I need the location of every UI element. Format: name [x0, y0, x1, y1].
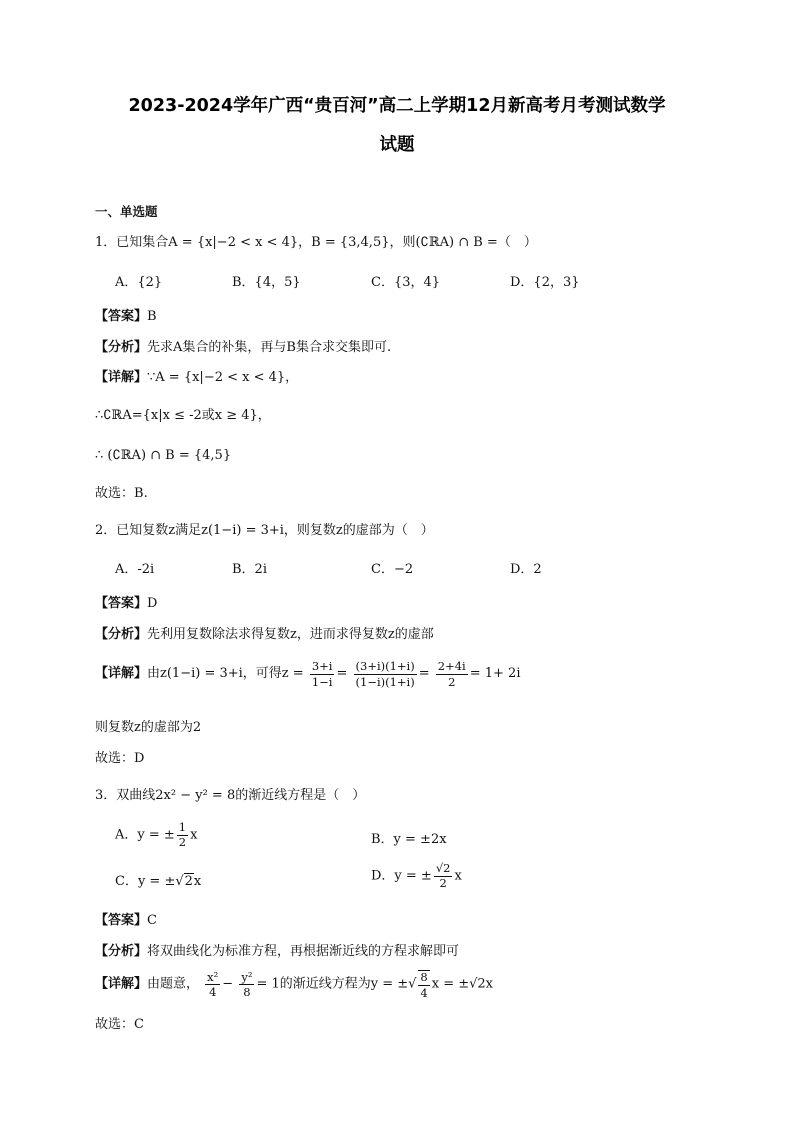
q1-detail-line3: ∴ (∁ℝA) ∩ B = {4,5}: [95, 448, 232, 463]
analysis-label: 【分析】: [95, 627, 148, 642]
q3-fraction-a: [205, 971, 220, 999]
q2-fraction-1: [310, 660, 335, 688]
q3-detail: [95, 970, 493, 999]
q3-frac-b-num: y²: [241, 969, 253, 984]
q2-frac2-den: (1−i)(1+i): [355, 674, 415, 689]
detail-label: 【详解】: [95, 976, 148, 992]
q2-choose: [95, 752, 144, 765]
q2-option-b: B．2i: [232, 562, 267, 577]
equals-sign: =: [418, 665, 430, 681]
q2-conclusion: 则复数z的虚部为2: [95, 720, 202, 735]
q2-fraction-2: [354, 660, 417, 688]
q3-option-a-num: 1: [178, 820, 187, 834]
answer-label: 【答案】: [95, 309, 148, 324]
q3-frac-c-num: 8: [420, 970, 428, 984]
q3-frac-a-den: 4: [209, 985, 217, 1000]
q3-detail-mid: = 1的渐近线方程为y = ±√: [256, 976, 417, 992]
q1-option-c: C．{3，4}: [371, 275, 441, 290]
q3-option-a-den: 2: [178, 834, 187, 849]
choose-label: 故选：: [95, 1017, 135, 1032]
q3-option-a-suffix: x: [190, 827, 198, 843]
document-title-line2: 试题: [379, 135, 415, 155]
q1-stem: 1．已知集合A = {x|−2 < x < 4}，B = {3,4,5}，则(∁ℝA) ∩ B =（ ）: [95, 235, 537, 250]
q2-choose-value: D: [134, 751, 145, 766]
q1-detail-line2: ∴∁ℝA={x|x ≤ -2或x ≥ 4}，: [95, 408, 271, 423]
q3-analysis: [95, 945, 459, 958]
q3-option-d-num: √2: [435, 861, 451, 875]
q2-option-c: C．−2: [371, 562, 414, 577]
analysis-label: 【分析】: [95, 944, 148, 959]
q3-option-d-fraction: [434, 863, 453, 889]
q2-answer: [95, 597, 157, 610]
equals-sign: =: [336, 665, 348, 681]
q1-option-b: B．{4，5}: [232, 275, 301, 290]
q3-fraction-b: [239, 971, 254, 999]
q2-answer-value: D: [147, 596, 158, 611]
q1-detail-line1: ∵A = {x|−2 < x < 4}，: [147, 370, 299, 385]
q1-analysis: [95, 341, 391, 354]
q3-option-c-suffix: x: [193, 874, 202, 889]
q3-option-a-fraction: [177, 822, 188, 848]
q3-option-d-suffix: x: [454, 868, 462, 884]
q3-option-d: [371, 863, 462, 889]
q2-analysis-text: 先利用复数除法求得复数z，进而求得复数z的虚部: [147, 627, 434, 642]
q2-fraction-3: [436, 660, 468, 688]
q2-frac3-num: 2+4i: [437, 659, 466, 673]
answer-label: 【答案】: [95, 913, 148, 928]
q3-detail-end: x = ±√2x: [431, 976, 494, 992]
q3-option-c-prefix: C．y = ±√: [115, 874, 184, 889]
section-heading: 一、单选题: [95, 204, 158, 219]
q1-detail: [95, 371, 298, 384]
q3-stem: 3．双曲线2x² − y² = 8的渐近线方程是（ ）: [95, 788, 366, 803]
q2-stem: 2．已知复数z满足z(1−i) = 3+i，则复数z的虚部为（ ）: [95, 523, 434, 538]
choose-label: 故选：: [95, 486, 135, 501]
q3-frac-b-den: 8: [243, 985, 251, 1000]
q1-analysis-text: 先求A集合的补集，再与B集合求交集即可.: [147, 340, 392, 355]
detail-label: 【详解】: [95, 665, 148, 681]
q3-choose: [95, 1018, 144, 1031]
answer-label: 【答案】: [95, 596, 148, 611]
minus-sign: −: [222, 976, 234, 992]
q2-detail-result: = 1+ 2i: [469, 665, 521, 681]
q2-frac3-den: 2: [448, 674, 456, 689]
q2-frac2-num: (3+i)(1+i): [355, 659, 415, 673]
q3-answer: [95, 914, 157, 927]
q2-detail-prefix: 由z(1−i) = 3+i，可得z =: [147, 665, 304, 681]
q2-frac1-num: 3+i: [311, 659, 333, 673]
detail-label: 【详解】: [95, 370, 148, 385]
q1-choose: [95, 487, 148, 500]
q2-option-a: A．-2i: [115, 562, 155, 577]
q1-answer-value: B: [147, 309, 157, 324]
q3-option-c: [115, 875, 201, 888]
q2-frac1-den: 1−i: [311, 674, 333, 689]
q3-option-b: B．y = ±2x: [371, 832, 447, 847]
q3-choose-value: C: [134, 1017, 144, 1032]
q3-option-a: [115, 822, 197, 848]
q3-option-c-radicand: 2: [184, 874, 193, 889]
q3-detail-prefix: 由题意，: [147, 976, 200, 992]
q3-option-d-den: 2: [439, 875, 447, 890]
q2-option-d: D．2: [510, 562, 542, 577]
q1-choose-value: B.: [134, 486, 148, 501]
q1-option-a: A．{2}: [115, 275, 163, 290]
analysis-label: 【分析】: [95, 340, 148, 355]
q3-analysis-text: 将双曲线化为标准方程，再根据渐近线的方程求解即可: [147, 944, 460, 959]
q3-option-a-prefix: A．y = ±: [115, 827, 175, 843]
q2-analysis: [95, 628, 434, 641]
q3-frac-a-num: x²: [207, 969, 219, 984]
choose-label: 故选：: [95, 751, 135, 766]
q3-option-d-prefix: D．y = ±: [371, 868, 432, 884]
q3-answer-value: C: [147, 913, 157, 928]
document-title-line1: 2023-2024学年广西“贵百河”高二上学期12月新高考月考测试数学: [128, 96, 666, 116]
q1-option-d: D．{2，3}: [510, 275, 580, 290]
q3-frac-c-den: 4: [420, 985, 428, 1000]
q1-answer: [95, 310, 157, 323]
q2-detail: [95, 660, 520, 688]
q3-fraction-c: [418, 970, 429, 999]
